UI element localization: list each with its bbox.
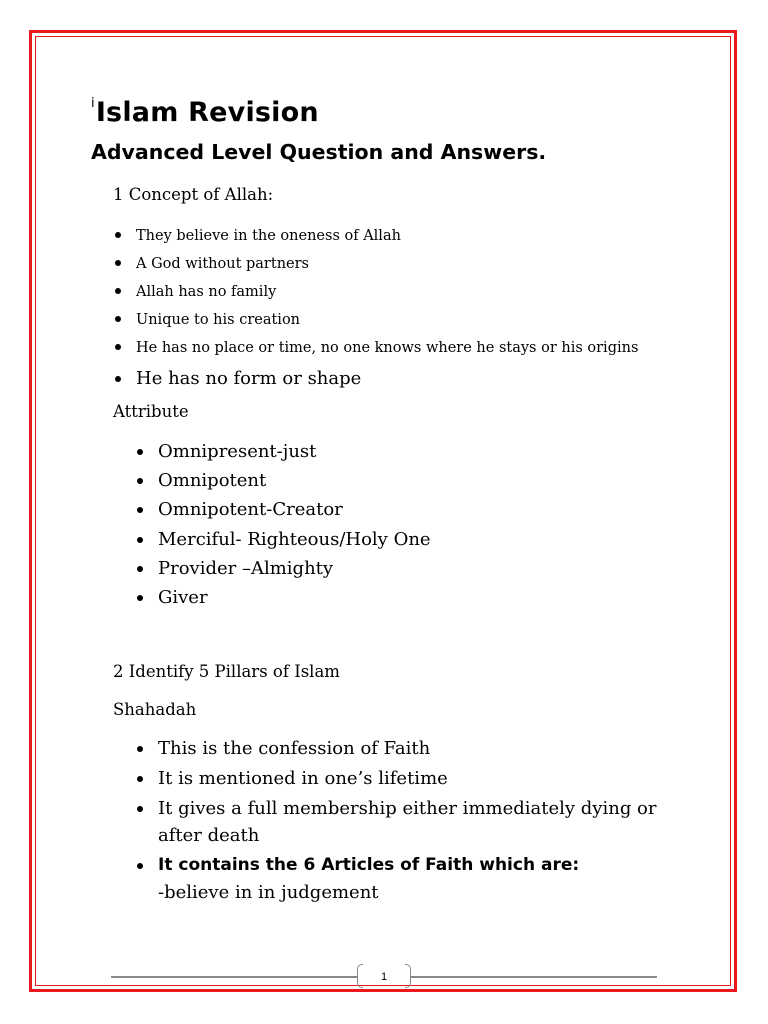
- list-item: Allah has no family: [114, 280, 638, 308]
- list-item: This is the confession of Faith: [136, 735, 668, 762]
- bracket-right: [405, 964, 411, 988]
- footer-rule-left: [111, 976, 357, 978]
- list-item: A God without partners: [114, 252, 638, 280]
- document-title: [91, 96, 319, 128]
- title-endnote-marker: i: [91, 96, 95, 111]
- shahadah-heading: Shahadah: [113, 700, 197, 719]
- list-item: Omnipresent-just: [136, 438, 431, 467]
- list-item: Merciful- Righteous/Holy One: [136, 526, 431, 555]
- concept-list: [114, 224, 638, 394]
- list-item: It gives a full membership either immediately dying or after death: [136, 795, 668, 849]
- articles-text: It contains the 6 Articles of Faith which are:: [158, 855, 580, 875]
- articles-sub-item: -believe in in judgement: [158, 882, 379, 903]
- attribute-list: [136, 438, 431, 613]
- list-item: They believe in the oneness of Allah: [114, 224, 638, 252]
- list-item: Omnipotent: [136, 467, 431, 496]
- footer-rule-right: [411, 976, 657, 978]
- title-text: Islam Revision: [95, 97, 319, 128]
- list-item: He has no place or time, no one knows where he stays or his origins: [114, 336, 638, 364]
- page-number-bracket: [357, 964, 411, 990]
- shahadah-list: [136, 735, 668, 909]
- list-item-articles: [136, 852, 668, 906]
- document-subtitle: Advanced Level Question and Answers.: [91, 140, 547, 164]
- section-heading-concept-of-allah: 1 Concept of Allah:: [113, 185, 274, 204]
- section-heading-pillars: 2 Identify 5 Pillars of Islam: [113, 662, 340, 681]
- list-item: Unique to his creation: [114, 308, 638, 336]
- list-item: It is mentioned in one’s lifetime: [136, 765, 668, 792]
- attribute-heading: Attribute: [113, 402, 189, 421]
- list-item: Omnipotent-Creator: [136, 496, 431, 525]
- page-number: 1: [380, 971, 388, 983]
- list-item: Provider –Almighty: [136, 555, 431, 584]
- list-item: Giver: [136, 584, 431, 613]
- list-item: He has no form or shape: [114, 364, 638, 394]
- bracket-left: [357, 964, 363, 988]
